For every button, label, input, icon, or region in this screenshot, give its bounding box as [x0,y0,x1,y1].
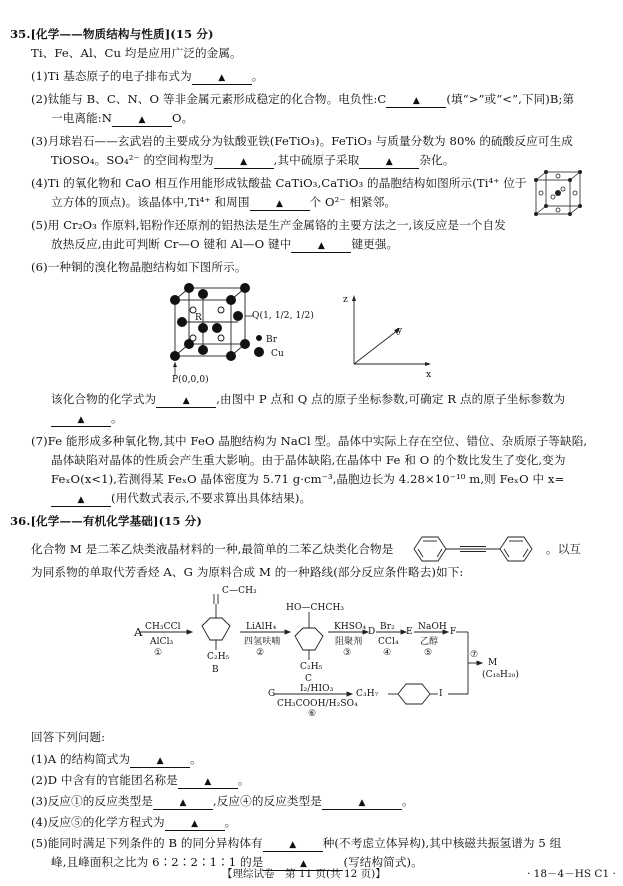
catio3-unit-cell-figure [532,168,584,218]
compound-d: D [368,627,376,637]
answer-blank[interactable]: ▲ [263,858,343,871]
answer-blank[interactable]: ▲ [386,95,446,108]
q35-part5: (5)用 Cr₂O₃ 作原料,铝粉作还原剂的铝热法是生产金属铬的主要方法之一,该反应是一个自发 [31,218,506,232]
compound-g: G [268,689,276,699]
q35-part6-answer: ▲ 。 [51,411,123,427]
answer-blank[interactable]: ▲ [291,240,351,253]
step-1: ① [154,648,163,658]
cubr-unit-cell-figure [165,280,325,384]
alcohol-group: HO—CHCH₃ [286,603,345,613]
q35-part2-cont: 一电离能:N ▲ O。 [51,111,194,125]
q35-part3-cont: TiOSO₄。SO₄²⁻ 的空间构型为 ▲ ,其中硫原子采取 ▲ 杂化。 [51,153,455,167]
q36-answer-intro: 回答下列问题: [31,730,106,744]
answer-blank[interactable]: ▲ [165,818,225,831]
reagent-2: LiAlH₄ [246,622,277,632]
step-7: ⑦ [470,650,479,660]
answer-blank[interactable]: ▲ [192,72,252,85]
answer-blank[interactable]: ▲ [250,198,310,211]
reagent-4: Br₂ [380,622,395,632]
condition-2: 四氢呋喃 [244,637,281,647]
q35-header: 35.[化学——物质结构与性质](15 分) [10,27,214,41]
q35-part3: (3)月球岩石——玄武岩的主要成分为钛酸亚铁(FeTiO₃)。FeTiO₃ 与质量分数为 80% 的硫酸反应可生成 [31,134,573,148]
reagent-3: KHSO₄ [334,622,367,632]
q36-part4: (4)反应⑤的化学方程式为 ▲ 。 [31,815,237,829]
step-4: ④ [383,648,392,658]
reagent-6: I₂/HIO₃ [300,684,334,694]
q35-part4-cont: 立方体的顶点)。该晶体中,Ti⁴⁺ 和周围 ▲ 个 O²⁻ 相紧邻。 [51,195,397,209]
axis-y-label: y [397,326,403,336]
answer-blank[interactable]: ▲ [112,114,172,127]
condition-4: CCl₄ [378,637,399,647]
diphenylacetylene-structure [410,533,538,565]
q35-part7-cont2: FeₓO(x<1),若测得某 FeₓO 晶体密度为 5.71 g·cm⁻³,晶胞边长为 4.28×10⁻¹⁰ m,则 FeₓO 中 x= [51,472,565,486]
q36-intro: 化合物 M 是二苯乙炔类液晶材料的一种,最简单的二苯乙炔类化合物是 [31,542,394,556]
compound-m-formula: (C₁₈H₂₀) [482,670,519,680]
answer-blank[interactable]: ▲ [322,797,402,810]
compound-b-ethyl: C₂H₅ [207,652,230,662]
compound-e: E [406,627,413,637]
q36-part5: (5)能同时满足下列条件的 B 的同分异构体有 ▲ 种(不考虑立体异构),其中核磁共振氢谱为 5 组 [31,836,562,850]
answer-blank[interactable]: ▲ [130,755,190,768]
legend-cu-label: Cu [271,349,284,359]
q36-part3: (3)反应①的反应类型是 ▲ ,反应④的反应类型是 ▲ 。 [31,794,414,808]
compound-a: A [134,625,143,639]
q35-part7-cont3: ▲ (用代数式表示,不要求算出具体结果)。 [51,491,311,507]
reagent-5: NaOH [418,622,447,632]
point-r-label: R [195,313,202,323]
answer-blank[interactable]: ▲ [51,494,111,507]
q35-part7: (7)Fe 能形成多种氧化物,其中 FeO 晶胞结构为 NaCl 型。晶体中实际上存在空位、错位、杂质原子等缺陷, [31,434,588,448]
step-3: ③ [343,648,352,658]
q35-part7-cont1: 晶体缺陷对晶体的性质会产生重大影响。由于晶体缺陷,在晶体中 Fe 和 O 的个数比发生了变化,变为 [51,453,566,467]
q36-part2: (2)D 中含有的官能团名称是 ▲ 。 [31,773,250,787]
answer-blank[interactable]: ▲ [153,797,213,810]
step-6: ⑥ [308,709,317,719]
page-footer-center: 【理综试卷 第 11 页(共 12 页)】 [222,868,386,880]
q36-intro-cont: 为同系物的单取代芳香烃 A、G 为原料合成 M 的一种路线(部分反应条件略去)如下: [31,565,464,579]
q35-part6: (6)一种铜的溴化物晶胞结构如下图所示。 [31,260,247,274]
q36-intro-end: 。以互 [546,542,582,556]
q35-part4: (4)Ti 的氧化物和 CaO 相互作用能形成钛酸盐 CaTiO₃,CaTiO₃ 的晶胞结构如图所示(Ti⁴⁺ 位于 [31,176,527,190]
reagent-1: CH₃CCl [145,622,181,632]
q35-part2: (2)钛能与 B、C、N、O 等非金属元素形成稳定的化合物。电负性:C ▲ (填“>”或“<”,下同)B;第 [31,92,575,106]
answer-blank[interactable]: ▲ [156,395,216,408]
compound-m: M [488,658,498,668]
answer-blank[interactable]: ▲ [214,156,274,169]
answer-blank[interactable]: ▲ [263,839,323,852]
iodo-group: I [439,689,443,699]
step-2: ② [256,648,265,658]
axis-x-label: x [426,370,432,380]
answer-blank[interactable]: ▲ [178,776,238,789]
compound-c-ethyl: C₂H₅ [300,662,323,672]
q35-part5-cont: 放热反应,由此可判断 Cr—O 键和 Al—O 键中 ▲ 键更强。 [51,237,399,251]
q35-part6-question: 该化合物的化学式为 ▲ ,由图中 P 点和 Q 点的原子坐标参数,可确定 R 点的原子坐标参数为 [51,392,566,406]
condition-1: AlCl₃ [150,637,174,647]
answer-blank[interactable]: ▲ [51,414,111,427]
legend-br-label: Br [266,335,278,345]
q35-intro: Ti、Fe、Al、Cu 均是应用广泛的金属。 [31,46,242,60]
page-footer-code: · 18－4－HS C1 · [527,868,616,880]
q35-part1: (1)Ti 基态原子的电子排布式为 ▲ 。 [31,69,264,83]
ketone-group: C—CH₃ [222,586,257,596]
q36-part1: (1)A 的结构简式为 ▲ 。 [31,752,202,766]
compound-c: C [305,674,312,684]
step-5: ⑤ [424,648,433,658]
q36-part5-cont: 峰,且峰面积之比为 6∶2∶2∶1∶1 的是 ▲ (写结构简式)。 [51,855,423,869]
point-q-label: Q(1, 1/2, 1/2) [252,311,314,321]
compound-b: B [212,665,219,675]
condition-5: 乙醇 [420,637,439,647]
condition-6: CH₃COOH/H₂SO₄ [277,699,358,709]
condition-3: 阻聚剂 [335,637,363,647]
compound-f: F [450,627,457,637]
axis-z-label: z [343,295,348,305]
point-p-label: P(0,0,0) [172,375,209,385]
answer-blank[interactable]: ▲ [359,156,419,169]
propyl-group: C₃H₇ [356,689,379,699]
coordinate-axes-figure [342,290,432,372]
q36-header: 36.[化学——有机化学基础](15 分) [10,514,202,528]
